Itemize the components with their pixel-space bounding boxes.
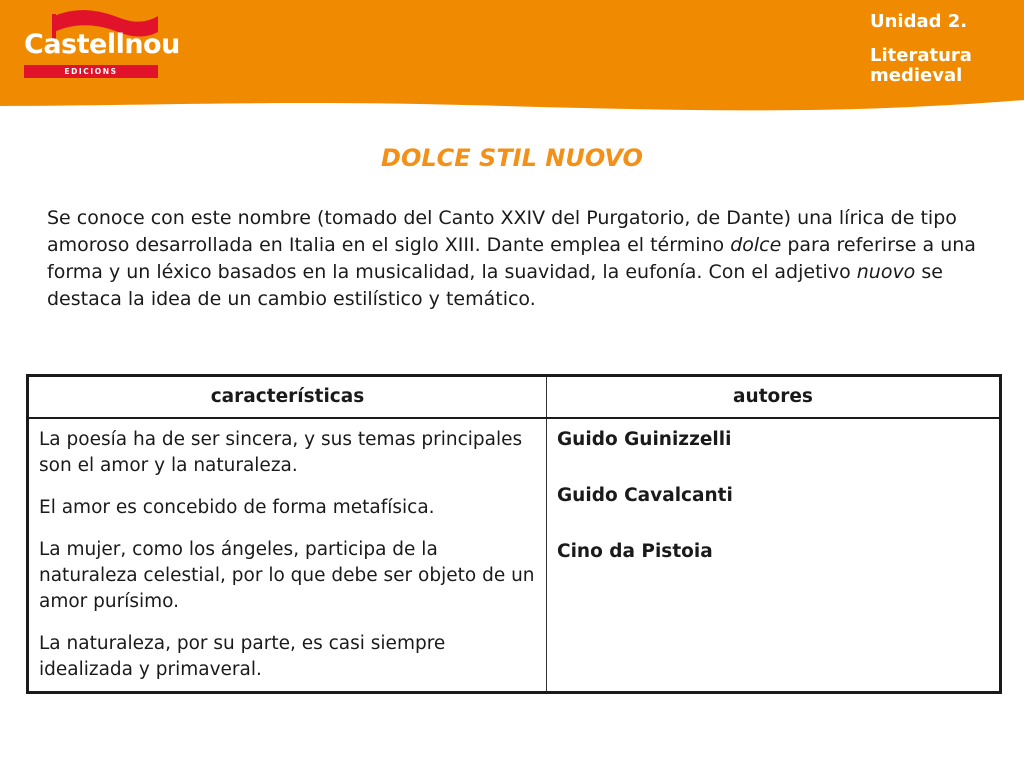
caracteristicas-cell [28, 418, 547, 693]
author-name: Guido Guinizzelli [557, 428, 732, 450]
intro-term-dolce: dolce [730, 234, 782, 256]
characteristics-authors-table [26, 374, 1002, 694]
topic-line-1: Literatura [870, 45, 972, 66]
column-header-autores: autores [547, 376, 1001, 418]
castellnou-logo [22, 8, 180, 80]
page-title: DOLCE STIL NUOVO [381, 144, 643, 172]
logo-tagline: EDICIONS [24, 65, 158, 78]
caracteristica-item: La naturaleza, por su parte, es casi siempre idealizada y primaveral. [39, 632, 446, 680]
table-row [28, 418, 1001, 693]
caracteristica-item: La poesía ha de ser sincera, y sus temas principales son el amor y la naturaleza. [39, 428, 523, 476]
caracteristica-item: El amor es concebido de forma metafísica. [39, 496, 435, 518]
intro-text-3: se destaca la idea de un cambio estilístico y temático. [47, 261, 943, 310]
unit-label: Unidad 2. [870, 11, 968, 32]
logo-wordmark: Castellnou [24, 29, 180, 60]
intro-term-nuovo: nuovo [856, 261, 916, 283]
author-name: Cino da Pistoia [557, 540, 713, 562]
caracteristica-item: La mujer, como los ángeles, participa de la naturaleza celestial, por lo que debe ser objeto de un amor purísimo. [39, 538, 535, 612]
autores-cell [547, 418, 1001, 693]
intro-text-2: para referirse a una forma y un léxico basados en la musicalidad, la suavidad, la eufonía. Con el adjetivo [47, 234, 976, 283]
topic-line-2: medieval [870, 65, 963, 86]
unit-info [870, 12, 1020, 86]
intro-paragraph [47, 205, 992, 313]
table-header-row [28, 376, 1001, 418]
author-name: Guido Cavalcanti [557, 484, 733, 506]
intro-text-1: Se conoce con este nombre (tomado del Canto XXIV del Purgatorio, de Dante) una lírica de tipo amoroso desarrollada en Italia en el siglo XIII. Dante emplea el término [47, 207, 957, 256]
column-header-caracteristicas: características [28, 376, 547, 418]
